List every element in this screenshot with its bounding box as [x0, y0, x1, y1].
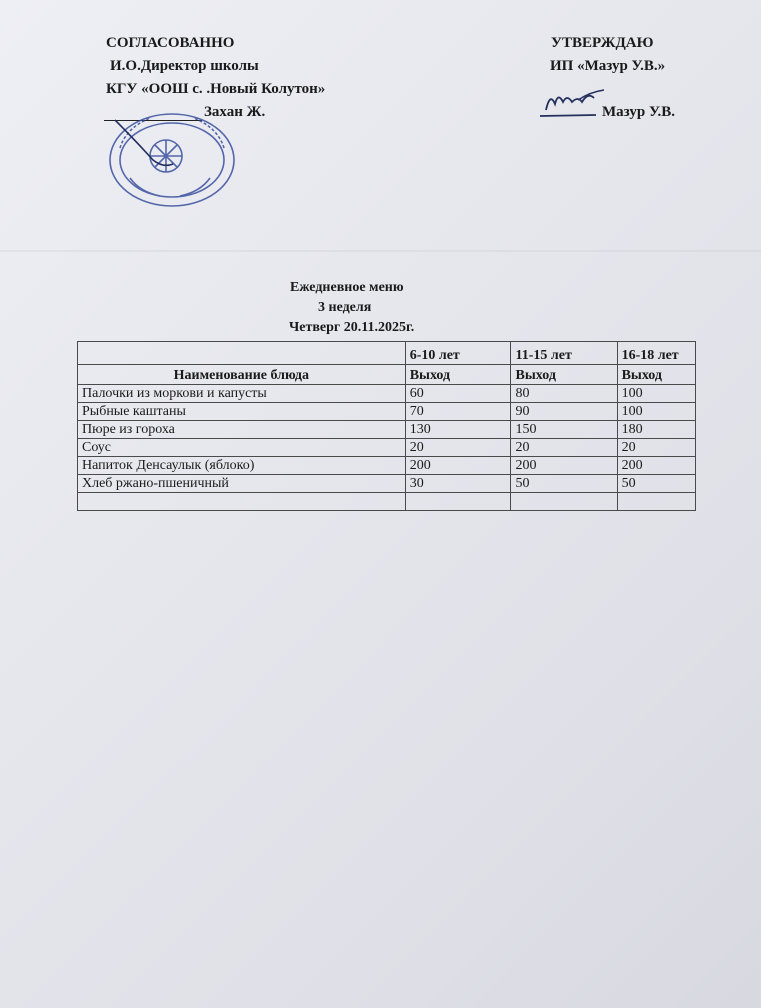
age-group-2: 11-15 лет — [511, 342, 617, 365]
column-yield-1: Выход — [405, 365, 511, 385]
official-stamp-icon — [100, 108, 240, 208]
yield-6-10: 200 — [405, 457, 511, 475]
yield-16-18: 100 — [617, 403, 695, 421]
column-yield-3: Выход — [617, 365, 695, 385]
menu-week: 3 неделя — [318, 300, 372, 315]
table-row — [78, 457, 696, 475]
dish-name: Соус — [78, 439, 406, 457]
table-row — [78, 421, 696, 439]
yield-11-15: 20 — [511, 439, 617, 457]
menu-title: Ежедневное меню — [290, 280, 404, 295]
approval-right-organization: ИП «Мазур У.В.» — [550, 58, 666, 74]
yield-11-15: 90 — [511, 403, 617, 421]
dish-name: Рыбные каштаны — [78, 403, 406, 421]
yield-11-15: 200 — [511, 457, 617, 475]
approval-right-heading: УТВЕРЖДАЮ — [551, 35, 654, 51]
yield-6-10: 60 — [405, 385, 511, 403]
menu-date: Четверг 20.11.2025г. — [289, 320, 415, 335]
yield-6-10: 130 — [405, 421, 511, 439]
approval-right-name: Мазур У.В. — [602, 104, 676, 120]
yield-16-18: 50 — [617, 475, 695, 493]
yield-6-10: 30 — [405, 475, 511, 493]
yield-16-18: 180 — [617, 421, 695, 439]
table-header-ages — [78, 342, 696, 365]
approval-left-name: Захан Ж. — [204, 104, 266, 120]
yield-6-10: 20 — [405, 439, 511, 457]
dish-name: Напиток Денсаулык (яблоко) — [78, 457, 406, 475]
approval-left-position: И.О.Директор школы — [110, 58, 259, 74]
yield-11-15: 150 — [511, 421, 617, 439]
header-empty-cell — [78, 342, 406, 365]
age-group-1: 6-10 лет — [405, 342, 511, 365]
table-row-empty — [78, 493, 696, 511]
yield-6-10 — [405, 493, 511, 511]
table-row — [78, 439, 696, 457]
column-dish-name: Наименование блюда — [78, 365, 406, 385]
dish-name — [78, 493, 406, 511]
approval-left-heading: СОГЛАСОВАННО — [106, 35, 235, 51]
menu-table — [77, 341, 696, 511]
yield-16-18: 200 — [617, 457, 695, 475]
dish-name: Палочки из моркови и капусты — [78, 385, 406, 403]
yield-16-18: 100 — [617, 385, 695, 403]
age-group-3: 16-18 лет — [617, 342, 695, 365]
signature-icon — [538, 88, 608, 120]
table-row — [78, 385, 696, 403]
yield-11-15 — [511, 493, 617, 511]
table-row — [78, 475, 696, 493]
table-header-columns — [78, 365, 696, 385]
paper-fold — [0, 250, 761, 252]
column-yield-2: Выход — [511, 365, 617, 385]
yield-16-18: 20 — [617, 439, 695, 457]
dish-name: Пюре из гороха — [78, 421, 406, 439]
table-row — [78, 403, 696, 421]
approval-left-organization: КГУ «ООШ с. .Новый Колутон» — [106, 81, 326, 97]
dish-name: Хлеб ржано-пшеничный — [78, 475, 406, 493]
yield-6-10: 70 — [405, 403, 511, 421]
yield-16-18 — [617, 493, 695, 511]
yield-11-15: 80 — [511, 385, 617, 403]
yield-11-15: 50 — [511, 475, 617, 493]
